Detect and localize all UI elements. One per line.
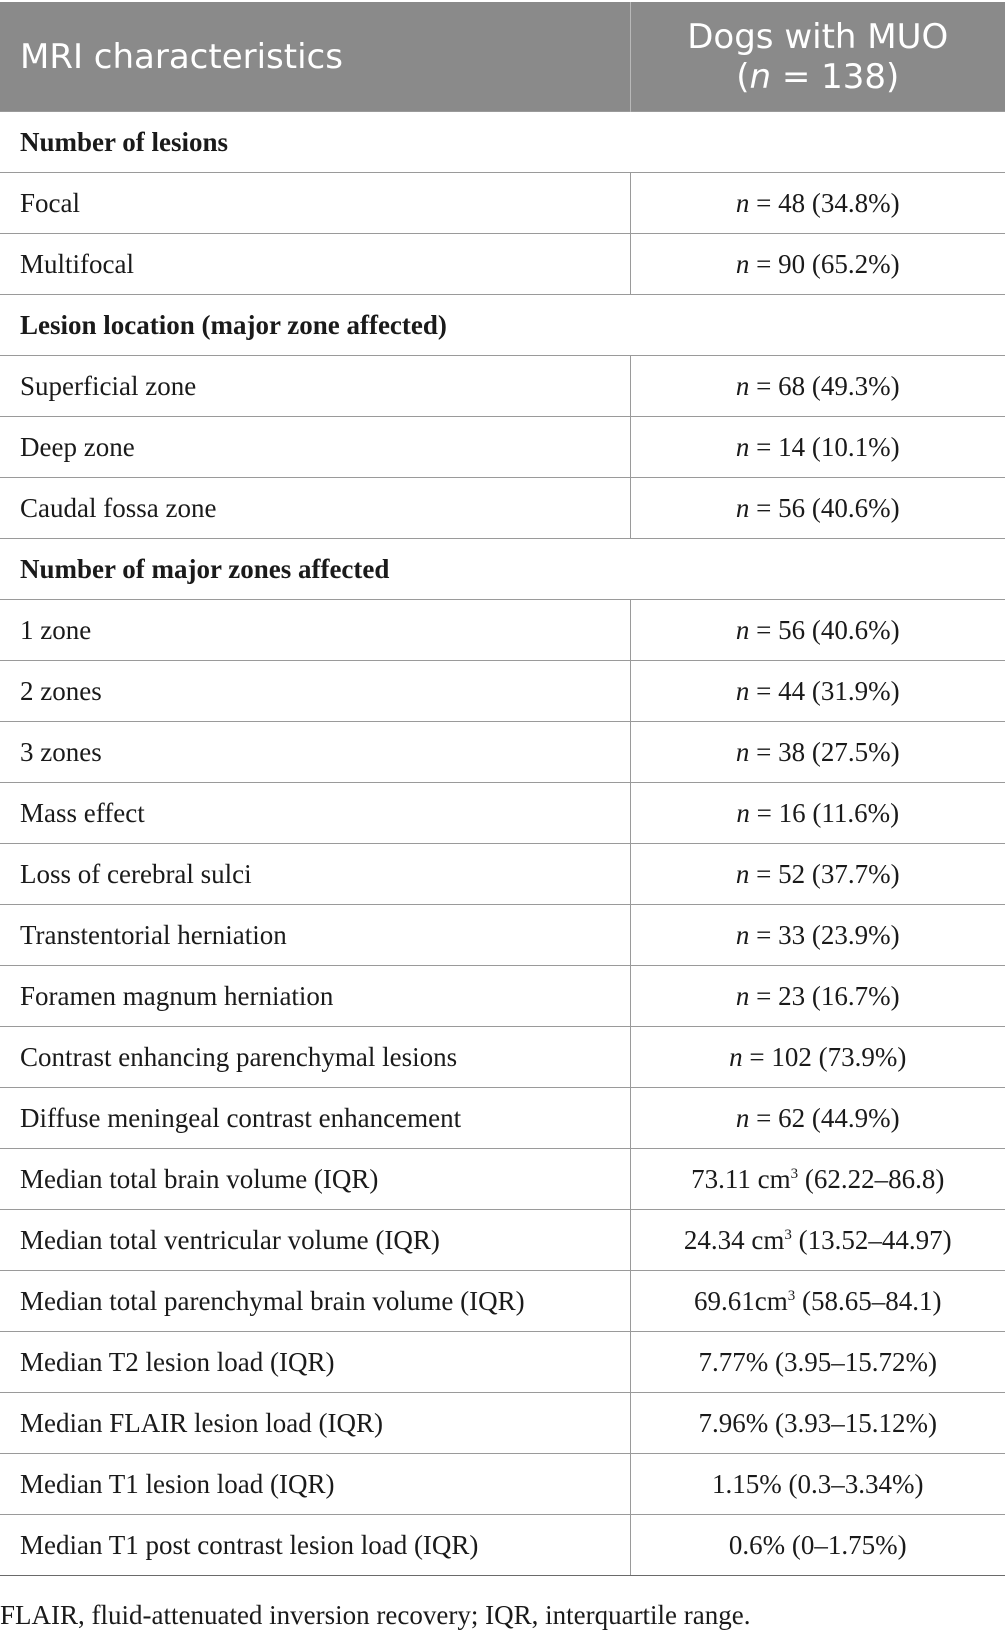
table-row bbox=[0, 905, 1005, 966]
header-mri-characteristics: MRI characteristics bbox=[0, 2, 630, 112]
paren-close: ) bbox=[890, 736, 900, 767]
paren-open: ( bbox=[805, 614, 821, 645]
n-eq: = bbox=[742, 1041, 772, 1072]
paren-open: ( bbox=[811, 1041, 828, 1072]
table-row bbox=[0, 661, 1005, 722]
row-value bbox=[630, 1088, 1005, 1149]
row-value bbox=[630, 905, 1005, 966]
table-row bbox=[0, 600, 1005, 661]
table-row bbox=[0, 173, 1005, 234]
n-count: 102 bbox=[771, 1041, 812, 1072]
paren-close: ) bbox=[890, 675, 900, 706]
percent: 27.5% bbox=[820, 736, 891, 767]
volume-range: (62.22–86.8) bbox=[798, 1163, 945, 1194]
paren-close: ) bbox=[890, 248, 900, 279]
n-eq: = bbox=[749, 919, 779, 950]
n-count: 33 bbox=[778, 919, 806, 950]
paren-close: ) bbox=[890, 187, 900, 218]
row-value bbox=[630, 600, 1005, 661]
row-label: Median FLAIR lesion load (IQR) bbox=[0, 1393, 630, 1454]
n-count: 16 bbox=[778, 797, 806, 828]
header-n-var: n bbox=[749, 56, 772, 97]
n-var: n bbox=[735, 1102, 750, 1133]
volume-range: (58.65–84.1) bbox=[795, 1285, 942, 1316]
n-var: n bbox=[735, 614, 750, 645]
row-label: Focal bbox=[0, 173, 630, 234]
n-eq: = bbox=[749, 797, 779, 828]
n-eq: = bbox=[749, 370, 779, 401]
paren-open: ( bbox=[805, 980, 821, 1011]
n-var: n bbox=[735, 675, 750, 706]
volume-exponent: 3 bbox=[790, 1165, 799, 1182]
row-value bbox=[630, 1210, 1005, 1271]
row-value bbox=[630, 1393, 1005, 1454]
n-eq: = bbox=[749, 187, 779, 218]
n-var: n bbox=[729, 1041, 743, 1072]
row-value bbox=[630, 417, 1005, 478]
volume-range: (13.52–44.97) bbox=[791, 1224, 952, 1255]
table-row bbox=[0, 1027, 1005, 1088]
paren-close: ) bbox=[890, 980, 900, 1011]
table-row bbox=[0, 844, 1005, 905]
table-row bbox=[0, 1332, 1005, 1393]
paren-close: ) bbox=[890, 919, 900, 950]
n-count: 14 bbox=[778, 431, 806, 462]
table-row bbox=[0, 234, 1005, 295]
table-row bbox=[0, 356, 1005, 417]
row-label: Transtentorial herniation bbox=[0, 905, 630, 966]
n-count: 48 bbox=[778, 187, 806, 218]
paren-open: ( bbox=[805, 431, 821, 462]
row-label: 3 zones bbox=[0, 722, 630, 783]
n-eq: = bbox=[749, 431, 779, 462]
paren-open: ( bbox=[805, 1102, 821, 1133]
n-var: n bbox=[735, 187, 750, 218]
n-var: n bbox=[735, 431, 750, 462]
paren-close: ) bbox=[890, 492, 900, 523]
row-value bbox=[630, 722, 1005, 783]
lesion-load-value: 1.15% (0.3–3.34%) bbox=[712, 1468, 924, 1499]
percent: 23.9% bbox=[820, 919, 891, 950]
n-var: n bbox=[735, 492, 750, 523]
n-eq: = bbox=[749, 248, 779, 279]
percent: 44.9% bbox=[820, 1102, 891, 1133]
percent: 10.1% bbox=[820, 431, 891, 462]
n-count: 23 bbox=[778, 980, 806, 1011]
mri-characteristics-table bbox=[0, 2, 1005, 1576]
paren-close: ) bbox=[890, 1102, 900, 1133]
n-eq: = bbox=[749, 492, 779, 523]
table-row bbox=[0, 1515, 1005, 1576]
lesion-load-value: 7.96% (3.93–15.12%) bbox=[698, 1407, 937, 1438]
section-row bbox=[0, 295, 1005, 356]
n-count: 56 bbox=[778, 614, 806, 645]
row-label: Contrast enhancing parenchymal lesions bbox=[0, 1027, 630, 1088]
row-label: Mass effect bbox=[0, 783, 630, 844]
n-eq: = bbox=[749, 858, 779, 889]
section-heading: Lesion location (major zone affected) bbox=[0, 295, 1005, 356]
section-row bbox=[0, 539, 1005, 600]
n-var: n bbox=[735, 980, 750, 1011]
n-var: n bbox=[735, 736, 750, 767]
percent: 31.9% bbox=[820, 675, 891, 706]
n-eq: = bbox=[749, 980, 779, 1011]
table-row bbox=[0, 1271, 1005, 1332]
paren-close: ) bbox=[890, 370, 900, 401]
row-value bbox=[630, 844, 1005, 905]
row-value bbox=[630, 966, 1005, 1027]
n-eq: = bbox=[749, 736, 779, 767]
paren-open: ( bbox=[805, 187, 821, 218]
row-value bbox=[630, 478, 1005, 539]
row-label: Median total ventricular volume (IQR) bbox=[0, 1210, 630, 1271]
row-value bbox=[630, 1149, 1005, 1210]
percent: 16.7% bbox=[820, 980, 891, 1011]
row-value bbox=[630, 661, 1005, 722]
row-label: Caudal fossa zone bbox=[0, 478, 630, 539]
lesion-load-value: 7.77% (3.95–15.72%) bbox=[698, 1346, 937, 1377]
header-dogs-with-muo bbox=[630, 2, 1005, 112]
volume-exponent: 3 bbox=[784, 1226, 792, 1243]
table-row bbox=[0, 1088, 1005, 1149]
n-var: n bbox=[735, 858, 750, 889]
volume-value: 24.34 cm bbox=[683, 1224, 785, 1255]
n-eq: = bbox=[749, 1102, 779, 1133]
row-label: 2 zones bbox=[0, 661, 630, 722]
row-value bbox=[630, 1454, 1005, 1515]
table-row bbox=[0, 1210, 1005, 1271]
n-var: n bbox=[735, 919, 750, 950]
row-value bbox=[630, 1027, 1005, 1088]
paren-open: ( bbox=[805, 797, 822, 828]
volume-exponent: 3 bbox=[787, 1287, 796, 1304]
header-dogs-label: Dogs with MUO bbox=[687, 16, 949, 57]
header-n-open: ( bbox=[736, 56, 750, 97]
paren-open: ( bbox=[805, 675, 821, 706]
table-row bbox=[0, 1454, 1005, 1515]
percent: 37.7% bbox=[820, 858, 891, 889]
percent: 73.9% bbox=[827, 1041, 898, 1072]
row-label: Median T2 lesion load (IQR) bbox=[0, 1332, 630, 1393]
paren-close: ) bbox=[897, 1041, 907, 1072]
paren-open: ( bbox=[805, 858, 821, 889]
paren-close: ) bbox=[890, 797, 900, 828]
row-label: Median T1 post contrast lesion load (IQR) bbox=[0, 1515, 630, 1576]
row-label: Loss of cerebral sulci bbox=[0, 844, 630, 905]
n-count: 44 bbox=[778, 675, 806, 706]
row-label: Diffuse meningeal contrast enhancement bbox=[0, 1088, 630, 1149]
header-n-total: = 138) bbox=[771, 56, 900, 97]
n-var: n bbox=[736, 797, 750, 828]
percent: 49.3% bbox=[820, 370, 891, 401]
table-row bbox=[0, 722, 1005, 783]
row-label: 1 zone bbox=[0, 600, 630, 661]
table-row bbox=[0, 1149, 1005, 1210]
paren-open: ( bbox=[805, 736, 821, 767]
row-value bbox=[630, 234, 1005, 295]
paren-open: ( bbox=[805, 370, 821, 401]
row-label: Median total parenchymal brain volume (IQR) bbox=[0, 1271, 630, 1332]
percent: 65.2% bbox=[820, 248, 891, 279]
paren-open: ( bbox=[805, 248, 821, 279]
n-eq: = bbox=[749, 614, 779, 645]
section-heading: Number of lesions bbox=[0, 112, 1005, 173]
row-value bbox=[630, 1271, 1005, 1332]
percent: 34.8% bbox=[820, 187, 891, 218]
table-row bbox=[0, 783, 1005, 844]
paren-open: ( bbox=[805, 919, 821, 950]
row-label: Multifocal bbox=[0, 234, 630, 295]
volume-value: 73.11 cm bbox=[691, 1163, 791, 1194]
table-row bbox=[0, 966, 1005, 1027]
section-row bbox=[0, 112, 1005, 173]
row-value bbox=[630, 1515, 1005, 1576]
table-row bbox=[0, 417, 1005, 478]
paren-close: ) bbox=[890, 614, 900, 645]
row-label: Superficial zone bbox=[0, 356, 630, 417]
percent: 11.6% bbox=[821, 797, 891, 828]
paren-open: ( bbox=[805, 492, 821, 523]
paren-close: ) bbox=[890, 431, 900, 462]
row-label: Deep zone bbox=[0, 417, 630, 478]
n-var: n bbox=[735, 248, 750, 279]
table-body bbox=[0, 112, 1005, 1576]
percent: 40.6% bbox=[820, 492, 891, 523]
lesion-load-value: 0.6% (0–1.75%) bbox=[728, 1529, 907, 1560]
n-count: 62 bbox=[778, 1102, 806, 1133]
row-value bbox=[630, 783, 1005, 844]
n-var: n bbox=[735, 370, 750, 401]
row-label: Median T1 lesion load (IQR) bbox=[0, 1454, 630, 1515]
table-header bbox=[0, 2, 1005, 112]
table-footnote: FLAIR, fluid-attenuated inversion recovery; IQR, interquartile range. bbox=[0, 1600, 751, 1630]
paren-close: ) bbox=[890, 858, 900, 889]
n-count: 52 bbox=[778, 858, 806, 889]
row-label: Foramen magnum herniation bbox=[0, 966, 630, 1027]
volume-value: 69.61cm bbox=[694, 1285, 788, 1316]
table-row bbox=[0, 478, 1005, 539]
row-value bbox=[630, 173, 1005, 234]
n-count: 90 bbox=[778, 248, 806, 279]
table-row bbox=[0, 1393, 1005, 1454]
row-value bbox=[630, 1332, 1005, 1393]
row-value bbox=[630, 356, 1005, 417]
n-count: 68 bbox=[778, 370, 806, 401]
n-eq: = bbox=[749, 675, 779, 706]
n-count: 56 bbox=[778, 492, 806, 523]
section-heading: Number of major zones affected bbox=[0, 539, 1005, 600]
percent: 40.6% bbox=[820, 614, 891, 645]
row-label: Median total brain volume (IQR) bbox=[0, 1149, 630, 1210]
n-count: 38 bbox=[778, 736, 806, 767]
